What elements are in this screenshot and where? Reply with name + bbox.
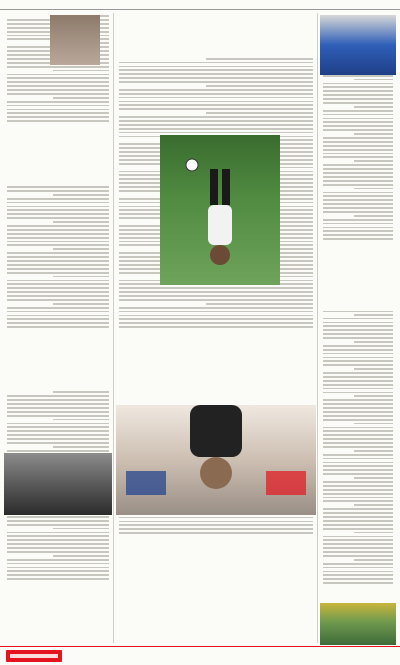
text-line-placeholder [119, 132, 313, 134]
main-photo [116, 405, 316, 515]
text-line-placeholder [53, 248, 109, 250]
text-line-placeholder [119, 524, 313, 526]
text-line-placeholder [323, 149, 393, 151]
text-line-placeholder [119, 62, 313, 64]
text-line-placeholder [323, 349, 393, 351]
konyaspor-photo [320, 603, 396, 645]
page-footer [0, 0, 400, 10]
text-line-placeholder [323, 388, 393, 390]
text-line-placeholder [53, 70, 109, 72]
text-line-placeholder [323, 462, 393, 464]
text-line-placeholder [323, 153, 393, 155]
stoilov-photo [160, 135, 280, 285]
text-line-placeholder [7, 105, 109, 107]
text-line-placeholder [7, 120, 109, 122]
text-line-placeholder [119, 521, 313, 523]
text-line-placeholder [53, 555, 109, 557]
text-line-placeholder [119, 311, 313, 313]
text-line-placeholder [7, 551, 109, 553]
text-line-placeholder [355, 160, 394, 162]
article-kicker [323, 297, 393, 303]
text-line-placeholder [7, 209, 109, 211]
text-line-placeholder [323, 137, 393, 139]
text-line-placeholder [119, 81, 313, 83]
text-line-placeholder [7, 264, 109, 266]
text-line-placeholder [355, 188, 394, 190]
article-mersin [4, 391, 112, 641]
text-line-placeholder [323, 438, 393, 440]
text-line-placeholder [323, 485, 393, 487]
text-line-placeholder [7, 112, 109, 114]
text-line-placeholder [206, 112, 313, 114]
masthead-right [6, 650, 62, 662]
text-line-placeholder [323, 384, 393, 386]
text-line-placeholder [7, 291, 109, 293]
text-line-placeholder [355, 559, 394, 561]
text-line-placeholder [7, 93, 109, 95]
text-line-placeholder [323, 520, 393, 522]
text-line-placeholder [119, 77, 313, 79]
text-line-placeholder [323, 407, 393, 409]
text-line-placeholder [7, 574, 109, 576]
text-line-placeholder [323, 325, 393, 327]
text-line-placeholder [7, 311, 109, 313]
text-line-placeholder [7, 539, 109, 541]
column-divider [113, 13, 114, 643]
text-line-placeholder [323, 110, 393, 112]
text-line-placeholder [323, 430, 393, 432]
text-line-placeholder [7, 299, 109, 301]
text-line-placeholder [119, 326, 313, 328]
text-line-placeholder [323, 353, 393, 355]
text-line-placeholder [7, 237, 109, 239]
text-line-placeholder [7, 252, 109, 254]
text-line-placeholder [323, 434, 393, 436]
text-line-placeholder [355, 477, 394, 479]
text-line-placeholder [119, 73, 313, 75]
text-line-placeholder [323, 180, 393, 182]
text-line-placeholder [323, 337, 393, 339]
text-line-placeholder [53, 528, 109, 530]
text-line-placeholder [7, 307, 109, 309]
text-line-placeholder [323, 508, 393, 510]
text-line-placeholder [7, 423, 109, 425]
text-line-placeholder [323, 551, 393, 553]
text-line-placeholder [323, 376, 393, 378]
text-line-placeholder [323, 392, 393, 394]
article-body [119, 330, 313, 334]
text-line-placeholder [7, 190, 109, 192]
text-line-placeholder [323, 234, 393, 236]
text-line-placeholder [323, 360, 393, 362]
article-body [7, 124, 109, 128]
text-line-placeholder [323, 145, 393, 147]
text-line-placeholder [7, 322, 109, 324]
text-line-placeholder [323, 415, 393, 417]
text-line-placeholder [323, 489, 393, 491]
text-line-placeholder [7, 109, 109, 111]
text-line-placeholder [119, 299, 313, 301]
article-headline [7, 588, 109, 632]
text-line-placeholder [323, 543, 393, 545]
text-line-placeholder [119, 93, 313, 95]
text-line-placeholder [323, 192, 393, 194]
text-line-placeholder [323, 582, 393, 584]
text-line-placeholder [323, 380, 393, 382]
newspaper-logo-icon [6, 650, 62, 662]
text-line-placeholder [323, 98, 393, 100]
text-line-placeholder [323, 83, 393, 85]
text-line-placeholder [7, 403, 109, 405]
text-line-placeholder [119, 287, 313, 289]
article-kicker [119, 633, 313, 639]
text-line-placeholder [7, 315, 109, 317]
text-line-placeholder [7, 516, 109, 518]
text-line-placeholder [7, 283, 109, 285]
text-line-placeholder [119, 101, 313, 103]
article-headline [119, 336, 313, 376]
text-line-placeholder [7, 563, 109, 565]
text-line-placeholder [323, 555, 393, 557]
text-line-placeholder [323, 311, 393, 312]
text-line-placeholder [7, 520, 109, 522]
text-line-placeholder [7, 434, 109, 436]
text-line-placeholder [206, 58, 313, 60]
text-line-placeholder [7, 256, 109, 258]
text-line-placeholder [323, 102, 393, 104]
text-line-placeholder [7, 426, 109, 428]
text-line-placeholder [7, 399, 109, 401]
text-line-placeholder [323, 427, 393, 429]
text-line-placeholder [323, 329, 393, 331]
text-line-placeholder [355, 133, 394, 135]
text-line-placeholder [323, 399, 393, 401]
text-line-placeholder [323, 539, 393, 541]
text-line-placeholder [323, 168, 393, 170]
text-line-placeholder [323, 230, 393, 232]
text-line-placeholder [323, 574, 393, 576]
text-line-placeholder [119, 108, 313, 110]
text-line-placeholder [323, 465, 393, 467]
text-line-placeholder [323, 211, 393, 213]
text-line-placeholder [323, 219, 393, 221]
text-line-placeholder [323, 318, 393, 320]
text-line-placeholder [7, 570, 109, 572]
article-text-lines [323, 311, 393, 584]
text-line-placeholder [323, 94, 393, 96]
article-body [7, 582, 109, 586]
text-line-placeholder [323, 345, 393, 347]
text-line-placeholder [323, 372, 393, 374]
article-headline [7, 336, 109, 376]
text-line-placeholder [355, 368, 394, 370]
text-line-placeholder [7, 535, 109, 537]
text-line-placeholder [7, 202, 109, 204]
text-line-placeholder [53, 446, 109, 448]
article-text-lines [7, 185, 109, 328]
player-illustration [160, 135, 280, 285]
text-line-placeholder [7, 295, 109, 297]
text-line-placeholder [53, 391, 109, 393]
text-line-placeholder [323, 172, 393, 174]
text-line-placeholder [323, 121, 393, 123]
text-line-placeholder [323, 176, 393, 178]
text-line-placeholder [323, 141, 393, 143]
text-line-placeholder [119, 528, 313, 530]
article-headline [119, 542, 313, 632]
text-line-placeholder [7, 407, 109, 409]
article-headline [323, 248, 393, 296]
text-line-placeholder [7, 559, 109, 561]
text-line-placeholder [323, 164, 393, 166]
text-line-placeholder [7, 543, 109, 545]
text-line-placeholder [7, 74, 109, 76]
article-kicker [7, 377, 109, 383]
text-line-placeholder [355, 106, 394, 108]
text-line-placeholder [7, 217, 109, 219]
text-line-placeholder [323, 114, 393, 116]
text-line-placeholder [7, 280, 109, 282]
text-line-placeholder [7, 260, 109, 262]
article-body [119, 536, 313, 540]
text-line-placeholder [323, 207, 393, 209]
text-line-placeholder [323, 157, 393, 159]
text-line-placeholder [323, 333, 393, 335]
text-line-placeholder [323, 118, 393, 120]
text-line-placeholder [323, 524, 393, 526]
text-line-placeholder [323, 322, 393, 324]
text-line-placeholder [119, 307, 313, 309]
text-line-placeholder [7, 411, 109, 413]
text-line-placeholder [7, 241, 109, 243]
text-line-placeholder [119, 116, 313, 118]
text-line-placeholder [323, 547, 393, 549]
text-line-placeholder [323, 419, 393, 421]
text-line-placeholder [323, 411, 393, 413]
text-line-placeholder [7, 326, 109, 328]
text-line-placeholder [206, 303, 313, 305]
text-line-placeholder [53, 276, 109, 278]
text-line-placeholder [323, 481, 393, 483]
text-line-placeholder [355, 504, 394, 506]
text-line-placeholder [323, 454, 393, 456]
text-line-placeholder [323, 86, 393, 88]
text-line-placeholder [7, 81, 109, 83]
text-line-placeholder [7, 272, 109, 274]
text-line-placeholder [7, 395, 109, 397]
text-line-placeholder [323, 473, 393, 475]
text-line-placeholder [323, 469, 393, 471]
article-kicker [119, 377, 313, 383]
text-line-placeholder [7, 450, 109, 452]
text-line-placeholder [119, 291, 313, 293]
text-line-placeholder [323, 90, 393, 92]
text-line-placeholder [7, 206, 109, 208]
text-line-placeholder [7, 415, 109, 417]
text-line-placeholder [53, 194, 109, 196]
text-line-placeholder [323, 442, 393, 444]
text-line-placeholder [355, 423, 394, 425]
article-kicker [7, 633, 109, 639]
mersin-photo [4, 453, 112, 515]
text-line-placeholder [53, 303, 109, 305]
text-line-placeholder [323, 184, 393, 186]
article-body [7, 330, 109, 334]
article-konyaspor [320, 311, 396, 641]
text-line-placeholder [7, 186, 109, 188]
article-body [323, 242, 393, 246]
text-line-placeholder [7, 430, 109, 432]
text-line-placeholder [355, 532, 394, 534]
text-line-placeholder [206, 85, 313, 87]
text-line-placeholder [323, 497, 393, 499]
text-line-placeholder [119, 69, 313, 71]
article-kicker [7, 171, 109, 177]
text-line-placeholder [7, 245, 109, 247]
text-line-placeholder [323, 125, 393, 127]
text-line-placeholder [7, 578, 109, 580]
text-line-placeholder [119, 315, 313, 317]
text-line-placeholder [7, 287, 109, 289]
text-line-placeholder [119, 517, 313, 519]
text-line-placeholder [119, 532, 313, 534]
text-line-placeholder [7, 233, 109, 235]
text-line-placeholder [7, 225, 109, 227]
text-line-placeholder [7, 229, 109, 231]
text-line-placeholder [119, 128, 313, 130]
press-conference-illustration [116, 405, 316, 515]
text-line-placeholder [355, 79, 394, 81]
text-line-placeholder [7, 547, 109, 549]
text-line-placeholder [119, 322, 313, 324]
ufuk-photo [50, 15, 100, 65]
text-line-placeholder [323, 501, 393, 503]
text-line-placeholder [7, 438, 109, 440]
text-line-placeholder [7, 532, 109, 534]
text-line-placeholder [119, 66, 313, 68]
text-line-placeholder [323, 563, 393, 565]
article-body [323, 586, 393, 590]
text-line-placeholder [119, 104, 313, 106]
article-derbinin [4, 185, 112, 385]
text-line-placeholder [7, 101, 109, 103]
text-line-placeholder [119, 97, 313, 99]
article-headline [7, 130, 109, 170]
text-line-placeholder [7, 213, 109, 215]
text-line-placeholder [355, 314, 394, 316]
text-line-placeholder [323, 578, 393, 580]
text-line-placeholder [323, 195, 393, 197]
text-line-placeholder [323, 238, 393, 240]
text-line-placeholder [53, 419, 109, 421]
text-line-placeholder [355, 395, 394, 397]
text-line-placeholder [323, 536, 393, 538]
text-line-placeholder [119, 318, 313, 320]
text-line-placeholder [7, 85, 109, 87]
text-line-placeholder [119, 89, 313, 91]
text-line-placeholder [323, 458, 393, 460]
text-line-placeholder [323, 75, 393, 77]
text-line-placeholder [7, 89, 109, 91]
text-line-placeholder [53, 221, 109, 223]
text-line-placeholder [7, 442, 109, 444]
text-line-placeholder [323, 516, 393, 518]
text-line-placeholder [323, 203, 393, 205]
text-line-placeholder [119, 124, 313, 126]
text-line-placeholder [7, 318, 109, 320]
text-line-placeholder [119, 120, 313, 122]
text-line-placeholder [323, 357, 393, 359]
text-line-placeholder [7, 524, 109, 526]
text-line-placeholder [323, 528, 393, 530]
masthead [0, 647, 400, 665]
text-line-placeholder [7, 116, 109, 118]
text-line-placeholder [323, 446, 393, 448]
text-line-placeholder [7, 66, 109, 68]
text-line-placeholder [323, 493, 393, 495]
text-line-placeholder [355, 215, 394, 217]
column-divider [317, 13, 318, 643]
text-line-placeholder [53, 97, 109, 99]
text-line-placeholder [119, 295, 313, 297]
text-line-placeholder [323, 227, 393, 229]
karsiyaka-photo [320, 15, 396, 75]
text-line-placeholder [323, 571, 393, 573]
text-line-placeholder [323, 403, 393, 405]
text-line-placeholder [323, 364, 393, 366]
text-line-placeholder [7, 77, 109, 79]
text-line-placeholder [7, 198, 109, 200]
text-line-placeholder [355, 341, 394, 343]
text-line-placeholder [323, 199, 393, 201]
text-line-placeholder [355, 450, 394, 452]
text-line-placeholder [7, 268, 109, 270]
text-line-placeholder [323, 223, 393, 225]
text-line-placeholder [323, 512, 393, 514]
masthead-rule [0, 646, 400, 647]
text-line-placeholder [323, 129, 393, 131]
text-line-placeholder [7, 567, 109, 569]
text-line-placeholder [323, 567, 393, 569]
